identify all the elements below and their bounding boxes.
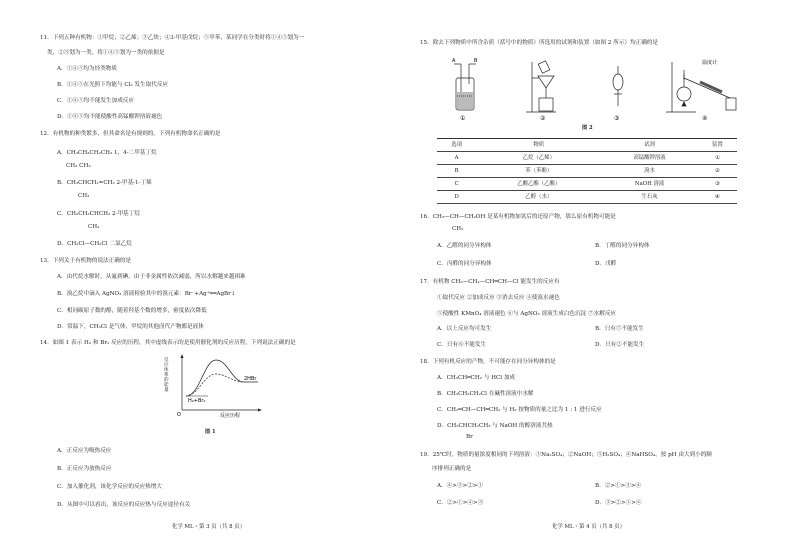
q16-stem-sub: CH₃ (452, 226, 464, 232)
q13-stem: 13．下列关于有机物的说法正确的是 (40, 258, 132, 264)
q12-option-c[interactable]: C．CH₃CH₂CHCH₃ 2-甲基丁烷 (57, 211, 140, 217)
q14-energy-diagram (168, 352, 268, 422)
cell: B (437, 165, 476, 178)
cell: NaOH 溶液 (601, 178, 697, 191)
q16-option-d[interactable]: D．戊醛 (595, 261, 617, 267)
q19-option-b[interactable]: B．②>①>③>④ (595, 483, 642, 489)
flask-label-b: B (474, 58, 478, 64)
y-axis-arrow (181, 354, 184, 358)
q13-option-c[interactable]: C．相同碳原子数的醇，随着羟基个数的增多，密度依次降低 (57, 308, 207, 314)
figure-1-caption: 图 1 (205, 429, 216, 435)
q14-option-d[interactable]: D．从图中可以看出，该反应的反应热与反应途径有关 (57, 502, 191, 508)
q17-option-b[interactable]: B．只有⑦不能发生 (595, 326, 644, 332)
cell: ③ (698, 178, 737, 191)
q13-option-b[interactable]: B．溴乙烷中滴入 AgNO₃ 溶液检验其中的溴元素：Br⁻+Ag⁺══AgBr↓ (57, 291, 236, 297)
q16-option-b[interactable]: B．丁醛的同分异构体 (595, 243, 650, 249)
table-row[interactable] (437, 152, 737, 165)
apparatus-4-distillation (666, 62, 736, 112)
table-row[interactable] (437, 165, 737, 178)
q13-option-d[interactable]: D．常温下，CH₃Cl 是气体，甲烷的其他卤代产物都是液体 (57, 324, 204, 330)
y-axis-label: 反应体系的能量 (164, 358, 169, 393)
q19-option-c[interactable]: C．②>①>④>③ (437, 500, 484, 506)
origin-label: O (177, 412, 181, 418)
cell: 苯（苯酚） (476, 165, 601, 178)
q11-option-b[interactable]: B．①④⑤在光照下均能与 Cl₂ 发生取代反应 (57, 82, 169, 88)
q14-stem: 14．如图 1 表示 H₂ 和 Br₂ 反应的历程，其中虚线表示的是使用催化剂的反应历程，下列说法正确的是 (40, 340, 296, 346)
q17-reactions-line1: ①取代反应 ②加成反应 ③消去反应 ④使溴水褪色 (437, 295, 560, 301)
q17-reactions-line2: ⑤使酸性 KMnO₄ 溶液褪色 ⑥与 AgNO₃ 溶液生成白色沉淀 ⑦水解反应 (437, 311, 617, 317)
x-axis-arrow (258, 409, 262, 412)
table-row[interactable] (437, 178, 737, 191)
q15-stem: 15．除去下列物质中所含杂质（括号中的物质）所选用的试剂和装置（如图 2 所示）均正确的是 (420, 40, 658, 46)
header-option: 选项 (437, 139, 476, 152)
q14-option-a[interactable]: A．正反应为吸热反应 (57, 448, 112, 454)
apparatus-label-3: ③ (614, 115, 620, 122)
cell: C (437, 178, 476, 191)
q18-option-c[interactable]: C．CH₂═CH—CH═CH₂ 与 H₂ 按物质的量之比为 1 : 1 进行反应 (437, 407, 602, 413)
q18-option-d-sub: Br (466, 434, 473, 440)
table-header-row (437, 139, 737, 152)
apparatus-2-filtration (526, 61, 556, 112)
q11-stem-cont: 类，②③划为一类。将①④⑤划为一类的依据是 (47, 50, 165, 56)
q18-option-d[interactable]: D．CH₃CHCH₂CH₃ 与 NaOH 的醇溶液共热 (437, 423, 553, 429)
header-apparatus: 装置 (698, 139, 737, 152)
q16-option-a[interactable]: A．乙醛的同分异构体 (437, 243, 492, 249)
thermometer-label: 温度计 (702, 60, 718, 66)
q12-option-a-sub: CH₃ CH₃ (66, 163, 91, 169)
q12-option-d[interactable]: D．CH₂Cl—CH₂Cl 二氯乙烷 (57, 241, 132, 247)
figure-2-caption: 图 2 (582, 125, 593, 131)
cell: ④ (698, 191, 737, 204)
q12-option-c-sub: CH₃ (88, 224, 100, 230)
q11-option-a[interactable]: A．①④⑤均为烃类物质 (57, 66, 117, 72)
apparatus-label-2: ② (540, 115, 546, 122)
reactant-label: H₂+Br₂ (188, 398, 206, 404)
q16-option-c[interactable]: C．丙醛的同分异构体 (437, 261, 492, 267)
cell: 溴水 (601, 165, 697, 178)
q11-option-d[interactable]: D．①④⑤均不能使酸性高锰酸钾溶液褪色 (57, 114, 163, 120)
q19-option-d[interactable]: D．③>②>①>④ (595, 500, 642, 506)
q17-stem: 17．有机物 CH₃—CH₂—CH═CH—Cl 能发生的反应有 (420, 279, 560, 285)
cell: 乙酸乙酯（乙酸） (476, 178, 601, 191)
q11-option-c[interactable]: C．①④⑤均不能发生加成反应 (57, 98, 134, 104)
cell: A (437, 152, 476, 165)
q15-apparatus-figure (440, 54, 760, 126)
footer-page-3: 化学 ML・第 3 页（共 8 页） (172, 524, 246, 530)
q14-option-c[interactable]: C．加入催化剂，该化学反应的反应热增大 (57, 484, 162, 490)
footer-page-4: 化学 ML・第 4 页（共 8 页） (552, 524, 626, 530)
cell: 乙烷（乙烯） (476, 152, 601, 165)
apparatus-1-gas-washing-bottle (454, 64, 476, 110)
cell: D (437, 191, 476, 204)
q12-option-a[interactable]: A．CH₃CH₂CH₂CH₂ 1，4-二甲基丁烷 (57, 150, 157, 156)
q18-option-b[interactable]: B．CH₃CH₂CH₂Cl 在碱性溶液中水解 (437, 391, 534, 397)
q11-stem: 11．下列五种有机物：①甲烷；②乙烯；③乙炔；④3-甲基戊烷；⑤甲苯，某同学在分类时将①④⑤划为一 (40, 35, 305, 41)
q18-option-a[interactable]: A．CH₃CH═CH₂ 与 HCl 加成 (437, 375, 516, 381)
x-axis-label: 反应历程 (220, 413, 241, 419)
apparatus-label-4: ④ (702, 115, 708, 122)
q19-stem: 19．25℃时，物质的量浓度相同的下列溶液：①Na₂SO₄；②NaOH；③H₂SO₄；④NaHSO₄，按 pH 由大到小的顺 (420, 452, 712, 458)
cell: ① (698, 152, 737, 165)
apparatus-3-separatory-funnel (613, 66, 623, 106)
q12-option-b[interactable]: B．CH₃CHCH₂=CH₂ 2-甲基-1-丁烯 (57, 180, 152, 186)
cell: 生石灰 (601, 191, 697, 204)
apparatus-label-1: ① (460, 115, 466, 122)
q15-options-table (437, 138, 737, 204)
cell: 乙醇（水） (476, 191, 601, 204)
q18-stem: 18．下列有机反应的产物，不可能存在同分异构体的是 (420, 359, 556, 365)
q17-option-c[interactable]: C．只有⑥不能发生 (437, 342, 487, 348)
q19-option-a[interactable]: A．④>③>②>① (437, 483, 484, 489)
q16-stem: 16．CH₃—CH—CH₂OH 是某有机物加氢后的还原产物，那么原有机物可能是 (420, 214, 616, 220)
q13-option-a[interactable]: A．由代烷水解时，从氟到碘，由于非金属性依次减弱，所以水解越来越困难 (57, 274, 246, 280)
header-reagent: 试剂 (601, 139, 697, 152)
flask-label-a: A (452, 58, 456, 64)
table-row[interactable] (437, 191, 737, 204)
q12-stem: 12．有机物的种类繁多，但其命名是有规则的。下列有机物命名正确的是 (40, 131, 221, 137)
q17-option-a[interactable]: A．以上反应均可发生 (437, 326, 492, 332)
header-substance: 物质 (476, 139, 601, 152)
q19-stem-cont: 序排列正确的是 (432, 466, 472, 472)
product-label: 2HBr (244, 376, 257, 382)
q14-option-b[interactable]: B．正反应为放热反应 (57, 466, 112, 472)
q12-option-b-sub: CH₃ (78, 193, 90, 199)
cell: 高锰酸钾溶液 (601, 152, 697, 165)
cell: ② (698, 165, 737, 178)
q17-option-d[interactable]: D．只有②不能发生 (595, 342, 645, 348)
